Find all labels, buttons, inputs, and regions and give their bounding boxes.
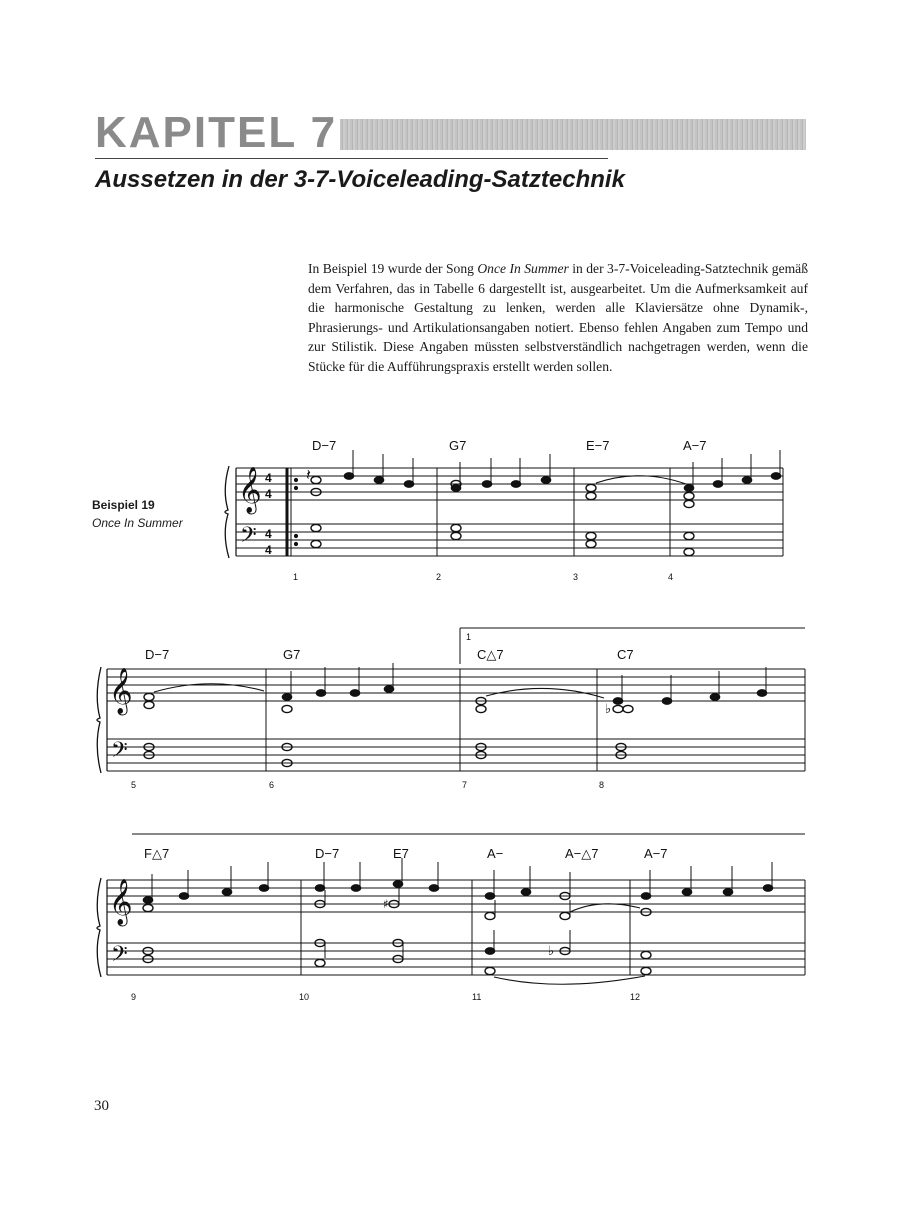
- system-2-chords: [131, 632, 634, 790]
- intro-song-title: Once In Summer: [477, 261, 569, 276]
- bar-number: 1: [293, 572, 299, 582]
- svg-text:4: 4: [265, 527, 272, 541]
- volta-number: 1: [466, 632, 472, 642]
- bar-number: 6: [269, 780, 275, 790]
- svg-text:♭: ♭: [548, 944, 555, 959]
- bar-number: 7: [462, 780, 468, 790]
- svg-text:𝄢: 𝄢: [111, 738, 128, 768]
- bar-number: 4: [668, 572, 674, 582]
- chord-symbol: D−7: [315, 846, 340, 861]
- intro-text-part1: In Beispiel 19 wurde der Song: [308, 261, 478, 276]
- bar-number: 8: [599, 780, 605, 790]
- bar-number: 11: [472, 992, 482, 1002]
- svg-text:♭: ♭: [605, 702, 612, 717]
- chord-symbol: C7: [617, 647, 634, 662]
- bar-number: 2: [436, 572, 442, 582]
- system-2: [97, 628, 805, 773]
- svg-text:𝄞: 𝄞: [109, 879, 133, 925]
- chord-symbol: G7: [283, 647, 301, 662]
- chapter-heading: KAPITEL 7: [95, 108, 338, 157]
- chord-symbol: C△7: [477, 647, 504, 662]
- chapter-subtitle: Aussetzen in der 3-7-Voiceleading-Satztechnik: [95, 166, 625, 193]
- example-label: Beispiel 19: [92, 498, 155, 512]
- page-number: 30: [94, 1098, 109, 1114]
- system-3-chords: [131, 846, 668, 1002]
- svg-text:𝄢: 𝄢: [111, 942, 128, 972]
- chord-symbol: A−△7: [565, 846, 599, 861]
- bar-number: 12: [630, 992, 641, 1002]
- bar-number: 3: [573, 572, 579, 582]
- intro-text-part2: in der 3-7-Voiceleading-Satztechnik gemäß dem Verfahren, das in Tabelle 6 dargestellt ist, ausgearbeitet. Um die Aufmerksamkeit auf die harmonische Gestaltung zu lenken, werden alle Klaviersätze ohne Dynamik-, Phrasierungs- und Artikulationsangaben notiert. Ebenso fehlen Angaben zum Tempo und zur Stilistik. Diese Angaben müssten selbstverständlich nachgetragen werden, wenn die Stücke für die Aufführungspraxis erstellt werden sollen.: [308, 261, 809, 374]
- chord-symbol: D−7: [145, 647, 170, 662]
- chord-symbol: E7: [393, 846, 409, 861]
- svg-text:4: 4: [265, 543, 272, 557]
- svg-text:𝄢: 𝄢: [240, 523, 257, 553]
- svg-text:4: 4: [265, 471, 272, 485]
- chord-symbol: G7: [449, 438, 467, 453]
- chord-symbol: F△7: [144, 846, 170, 861]
- bar-number: 9: [131, 992, 137, 1002]
- svg-text:4: 4: [265, 487, 272, 501]
- bar-number: 5: [131, 780, 137, 790]
- system-3: [97, 834, 805, 984]
- system-1: [225, 450, 783, 558]
- bar-number: 10: [299, 992, 310, 1002]
- example-song-title: Once In Summer: [92, 516, 183, 530]
- chord-symbol: A−7: [644, 846, 668, 861]
- chord-symbol: A−: [487, 846, 504, 861]
- chord-symbol: E−7: [586, 438, 610, 453]
- svg-text:𝄽: 𝄽: [306, 465, 311, 484]
- system-1-chords: [293, 438, 707, 582]
- svg-text:♯: ♯: [383, 897, 389, 911]
- svg-text:𝄞: 𝄞: [109, 668, 133, 714]
- chord-symbol: A−7: [683, 438, 707, 453]
- svg-text:𝄞: 𝄞: [238, 467, 262, 513]
- chord-symbol: D−7: [312, 438, 337, 453]
